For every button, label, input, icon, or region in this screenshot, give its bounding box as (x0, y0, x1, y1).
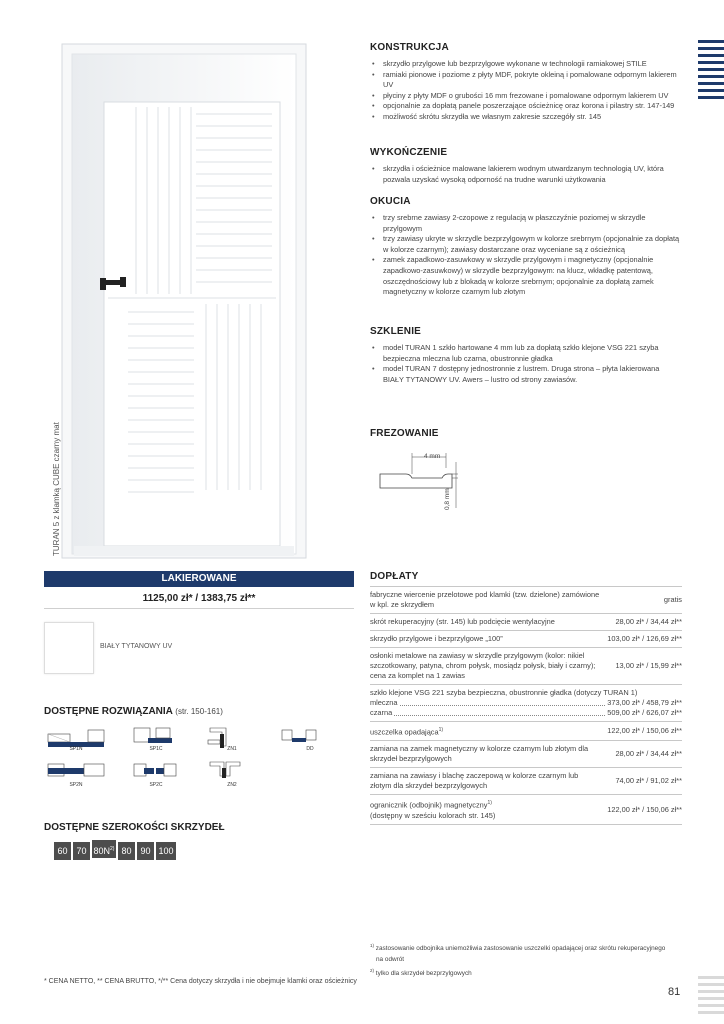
footnotes (370, 940, 690, 979)
surcharge-row (370, 795, 682, 824)
solution-label: DD (306, 746, 314, 752)
surcharge-price: 13,00 zł* / 15,99 zł** (600, 648, 682, 685)
milling-diagram (376, 448, 466, 514)
construction-item: • skrzydło przylgowe lub bezprzylgowe wykonane w technologii ramiakowej STILE (370, 59, 682, 70)
door-illustration (60, 42, 310, 562)
width-option[interactable]: 90 (137, 842, 154, 860)
surcharge-row (370, 631, 682, 648)
brand-stripes-top (698, 40, 724, 103)
glazing-item: • model TURAN 1 szkło hartowane 4 mm lub za dopłatą szkło klejone VSG 221 szyba bezpieczna mleczna lub czarna, obustronnie gładka (370, 343, 682, 364)
finish-label: LAKIEROWANE (44, 571, 354, 587)
surcharge-price: 74,00 zł* / 91,02 zł** (600, 768, 682, 795)
glass-label: szkło klejone VSG 221 szyba bezpieczna, obustronnie gładka (dotyczy TURAN 1) (370, 688, 638, 697)
width-option[interactable]: 60 (54, 842, 71, 860)
surcharge-row-glass (370, 685, 682, 722)
color-swatch-white[interactable] (44, 622, 94, 674)
solution-sp1n-icon (48, 730, 104, 747)
construction-item: • opcjonalnie za dopłatą panele poszerzające ościeżnicę oraz korona i pilastry str. 147-149 (370, 101, 682, 112)
divider (44, 608, 354, 609)
widths-title: DOSTĘPNE SZEROKOŚCI SKRZYDEŁ (44, 822, 225, 833)
solution-label: SP1C (149, 746, 163, 752)
milling-width-label: 4 mm (424, 453, 441, 460)
surcharges-title: DOPŁATY (370, 571, 419, 582)
solution-label: SP2N (69, 782, 83, 788)
solution-dd-icon (282, 730, 316, 742)
brand-stripes-bottom (698, 976, 724, 1018)
surcharge-label: zamiana na zawiasy i blachę zaczepową w kolorze czarnym lub złotym dla skrzydeł bezprzylgowych (370, 768, 600, 795)
construction-item: • możliwość skrótu skrzydła we własnym zakresie szczegóły str. 145 (370, 112, 682, 123)
widths-list (54, 840, 178, 860)
surcharge-label: osłonki metalowe na zawiasy w skrzydle przylgowym (kolor: nikiel szczotkowany, patyna, chrom połysk, mosiądz połysk, biały i czarny); cena za komplet na 1 zawias (370, 648, 600, 685)
finish-item: • skrzydła i ościeżnice malowane lakierem wodnym utwardzanym technologią UV, która pozwala uzyskać wysoką odporność na trudne warunki użytkowania (370, 164, 682, 185)
hardware-item: • trzy srebrne zawiasy 2-czopowe z regulacją w płaszczyźnie poziomej w skrzydle przylgowym (370, 213, 682, 234)
surcharge-row (370, 614, 682, 631)
footnote-2: $^{2)}$ tylko dla skrzydeł bezprzylgowych (370, 968, 472, 978)
surcharge-row (370, 768, 682, 795)
finish-section (370, 147, 682, 185)
hardware-item: • zamek zapadkowo-zasuwkowy w skrzydle przylgowym i magnetyczny (opcjonalnie zapadkowo-zasuwkowy) w skrzydle bezprzylgowym: na klucz, wkładkę patentową, oszczędnościowy lub z blokadą w kolorze srebrnym; opcjonalnie za dopłatą zamek magnetyczny w kolorze czarnym lub złotym (370, 255, 682, 297)
surcharge-price: 28,00 zł* / 34,44 zł** (600, 614, 682, 631)
finish-title: WYKOŃCZENIE (370, 147, 448, 158)
surcharge-row (370, 648, 682, 685)
milling-depth-label: 0,8 mm (444, 488, 451, 510)
glass-option: mleczna 373,00 zł* / 458,79 zł** (370, 698, 682, 707)
glazing-section (370, 326, 682, 385)
surcharges-table (370, 586, 682, 825)
solution-label: SP1N (69, 746, 83, 752)
construction-section (370, 42, 682, 123)
solution-sp2n-icon (48, 764, 104, 776)
solution-sp2c-icon (134, 764, 176, 776)
color-label: BIAŁY TYTANOWY UV (100, 643, 173, 650)
surcharge-label: zamiana na zamek magnetyczny w kolorze czarnym lub złotym dla skrzydeł bezprzylgowych (370, 741, 600, 768)
hardware-section (370, 196, 682, 298)
surcharge-row (370, 722, 682, 741)
solution-label: SP2C (149, 782, 163, 788)
surcharge-label: fabryczne wiercenie przelotowe pod klamki (tzw. dzielone) zamówione w kpl. ze skrzydłem (370, 587, 600, 614)
solution-zn2-icon (210, 762, 240, 778)
milling-title: FREZOWANIE (370, 428, 439, 439)
construction-item: • płyciny z płyty MDF o grubości 16 mm frezowane i pomalowane odpornym lakierem UV (370, 91, 682, 102)
solution-sp1c-icon (134, 728, 172, 743)
surcharge-label: ogranicznik (odbojnik) magnetyczny$^{1)}$ (dostępny w sześciu kolorach str. 145) (370, 795, 600, 824)
surcharge-price: 103,00 zł* / 126,69 zł** (600, 631, 682, 648)
price-footnote: * CENA NETTO, ** CENA BRUTTO, */** Cena dotyczy skrzydła i nie obejmuje klamki oraz ościeżnicy (44, 978, 357, 985)
glazing-item: • model TURAN 7 dostępny jednostronnie z lustrem. Druga strona – płyta lakierowana BIAŁY TYTANOWY UV. Awers – lustro od strony zawiasów. (370, 364, 682, 385)
surcharge-label: uszczelka opadająca$^{1)}$ (370, 722, 600, 741)
width-option[interactable]: 70 (73, 842, 90, 860)
surcharge-price: 122,00 zł* / 150,06 zł** (600, 722, 682, 741)
construction-item: • ramiaki pionowe i poziome z płyty MDF, pokryte okleiną i pomalowane odpornym lakierem UV (370, 70, 682, 91)
price-text: 1125,00 zł* / 1383,75 zł** (142, 593, 256, 604)
glazing-title: SZKLENIE (370, 326, 422, 337)
solutions-title: DOSTĘPNE ROZWIĄZANIA (str. 150-161) (44, 706, 223, 717)
page-number: 81 (668, 986, 681, 998)
surcharge-price: 122,00 zł* / 150,06 zł** (600, 795, 682, 824)
solution-label: ZN1 (227, 746, 237, 752)
footnote-1-cont: na odwrót (376, 956, 405, 964)
surcharge-row (370, 587, 682, 614)
width-option[interactable]: 80 (118, 842, 135, 860)
solution-label: ZN2 (227, 782, 237, 788)
surcharge-price: gratis (600, 587, 682, 614)
footnote-1: $^{1)}$ zastosowanie odbojnika uniemożliwia zastosowanie uszczelki opadającej oraz skrótu rekuperacyjnego (370, 943, 666, 953)
width-option-80n[interactable]: $80N^{2)}$ (92, 840, 116, 858)
surcharge-label: skrzydło przylgowe i bezprzylgowe „100” (370, 631, 600, 648)
surcharge-price: 28,00 zł* / 34,44 zł** (600, 741, 682, 768)
glass-cell (370, 685, 682, 722)
width-option[interactable]: 100 (156, 842, 176, 860)
surcharge-row (370, 741, 682, 768)
surcharge-label: skrót rekuperacyjny (str. 145) lub podcięcie wentylacyjne (370, 614, 600, 631)
door-caption: TURAN 5 z klamką CUBE czarny mat (52, 422, 61, 556)
hardware-title: OKUCIA (370, 196, 411, 207)
glass-option: czarna 509,00 zł* / 626,07 zł** (370, 708, 682, 717)
solution-zn1-icon (208, 728, 226, 748)
hardware-item: • trzy zawiasy ukryte w skrzydle bezprzylgowym w kolorze srebrnym (opcjonalnie za dopłatą w kolorze czarnym); zawiasy dostarczane oraz wyceniane są z ościeżnicą (370, 234, 682, 255)
construction-title: KONSTRUKCJA (370, 42, 449, 53)
